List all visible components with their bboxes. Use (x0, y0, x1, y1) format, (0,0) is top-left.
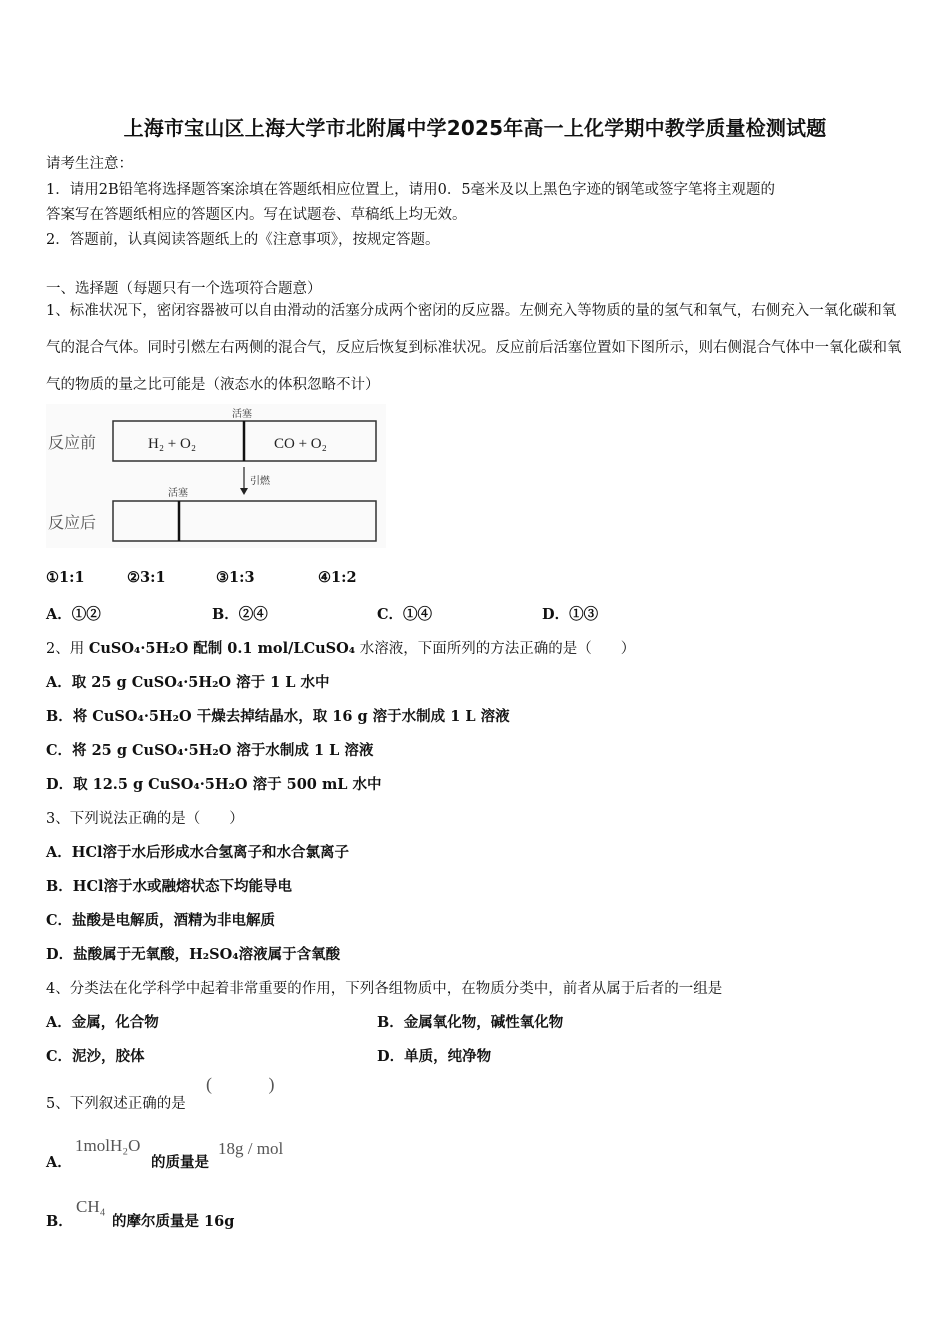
q1-stem: 1、标准状况下，密闭容器被可以自由滑动的活塞分成两个密闭的反应器。左侧充入等物质的量的氢气和氧气，右侧充入一氧化碳和氧气的混合气体。同时引燃左右两侧的混合气，反应后恢复到标准状况。反应前后活塞位置如下图所示，则右侧混合气体中一氧化碳和氧气的物质的量之比可能是（液态水的体积忽略不计） (46, 303, 902, 393)
q2-option-c[interactable]: C．将 25 g CuSO₄·5H₂O 溶于水制成 1 L 溶液 (46, 742, 374, 759)
q1-ratio-4: ④1:2 (318, 569, 357, 586)
piston-label-after: 活塞 (168, 488, 188, 499)
q4-option-c[interactable]: C．泥沙，胶体 (46, 1048, 145, 1065)
q3-option-a[interactable]: A．HCl溶于水后形成水合氢离子和水合氯离子 (46, 844, 349, 861)
q2-option-a[interactable]: A．取 25 g CuSO₄·5H₂O 溶于 1 L 水中 (46, 674, 330, 691)
after-label: 反应后 (48, 515, 97, 532)
q4-option-d[interactable]: D．单质，纯净物 (377, 1048, 492, 1065)
q2-option-d[interactable]: D．取 12.5 g CuSO₄·5H₂O 溶于 500 mL 水中 (46, 776, 382, 793)
q3-option-b[interactable]: B．HCl溶于水或融熔状态下均能导电 (46, 878, 293, 895)
q5-option-a-text: 的质量是 (151, 1154, 209, 1171)
q5-option-a-math2: 18g / mol (218, 1139, 284, 1158)
q4-option-a[interactable]: A．金属，化合物 (46, 1014, 159, 1031)
q2-stem-pre: 2、用 (46, 641, 89, 657)
q1-ratio-1: ①1:1 (46, 569, 85, 586)
section-heading: 一、选择题（每题只有一个选项符合题意） (46, 281, 322, 297)
q5-stem-paren: ( ) (206, 1074, 301, 1094)
q4-option-b[interactable]: B．金属氧化物，碱性氧化物 (377, 1014, 564, 1031)
q2-option-b[interactable]: B．将 CuSO₄·5H₂O 干燥去掉结晶水，取 16 g 溶于水制成 1 L 溶液 (46, 708, 510, 725)
q5-option-a-math1: 1molH₂O (75, 1136, 141, 1155)
q1-option-a[interactable]: A．①② (46, 606, 101, 623)
q5-option-b-label[interactable]: B． (46, 1213, 73, 1230)
notice-item-1b: 答案写在答题纸相应的答题区内。写在试题卷、草稿纸上均无效。 (46, 207, 467, 223)
notice-item-2: 2．答题前，认真阅读答题纸上的《注意事项》，按规定答题。 (46, 232, 440, 248)
q2-stem-post: 水溶液，下面所列的方法正确的是（ ） (355, 641, 636, 657)
left-gas: H₂ + O₂ (148, 436, 197, 452)
q3-stem: 3、下列说法正确的是（ ） (46, 811, 244, 827)
q1-option-d[interactable]: D．①③ (542, 606, 599, 623)
q2-stem-formula: CuSO₄·5H₂O 配制 0.1 mol/LCuSO₄ (88, 640, 356, 657)
piston-label-before: 活塞 (232, 409, 252, 420)
q5-option-b-text: 的摩尔质量是 16g (112, 1213, 235, 1230)
piston-diagram (46, 404, 386, 552)
q4-stem: 4、分类法在化学科学中起着非常重要的作用，下列各组物质中，在物质分类中，前者从属于后者的一组是 (46, 981, 723, 997)
q3-option-d[interactable]: D．盐酸属于无氧酸，H₂SO₄溶液属于含氧酸 (46, 946, 341, 963)
q1-option-b[interactable]: B．②④ (212, 606, 268, 623)
q1-ratio-2: ②3:1 (127, 569, 166, 586)
q5-option-a-label[interactable]: A． (46, 1154, 72, 1171)
q3-option-c[interactable]: C．盐酸是电解质，酒精为非电解质 (46, 912, 276, 929)
page-title: 上海市宝山区上海大学市北附属中学2025年高一上化学期中教学质量检测试题 (123, 116, 827, 140)
q5-option-b-math: CH₄ (76, 1197, 106, 1216)
right-gas: CO + O₂ (274, 436, 327, 452)
q2-stem (46, 637, 635, 658)
notice-heading: 请考生注意： (46, 156, 133, 172)
piston-diagram-svg (46, 404, 386, 548)
before-label: 反应前 (48, 435, 97, 452)
notice-item-1a: 1．请用2B铅笔将选择题答案涂填在答题纸相应位置上，请用0．5毫米及以上黑色字迹的钢笔或签字笔将主观题的 (46, 182, 776, 198)
q1-option-c[interactable]: C．①④ (377, 606, 433, 623)
q5-stem: 5、下列叙述正确的是 (46, 1096, 186, 1112)
ignite-label: 引燃 (250, 476, 270, 487)
q1-ratio-3: ③1:3 (216, 569, 255, 586)
